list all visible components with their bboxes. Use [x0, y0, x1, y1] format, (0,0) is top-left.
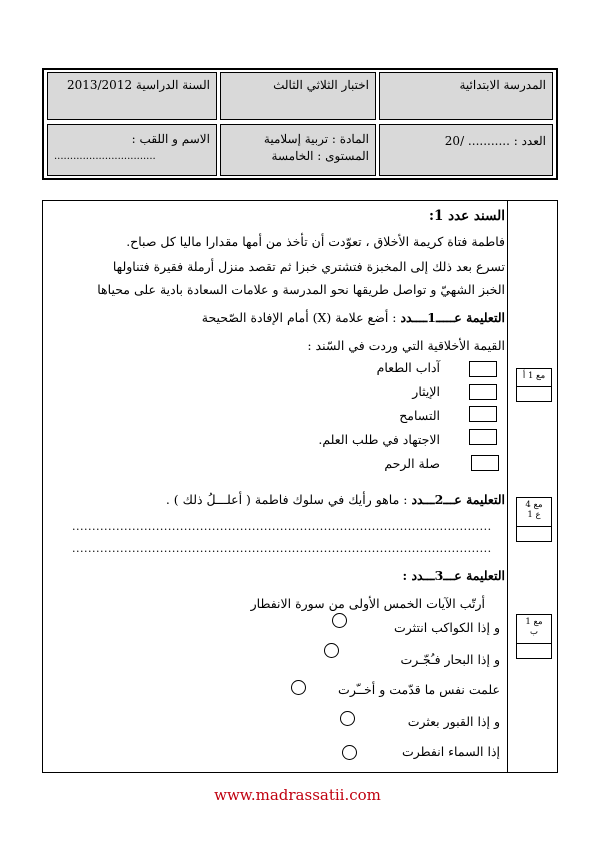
- exam-cell: [220, 72, 376, 120]
- grade-label: العدد : ........... /20: [444, 134, 546, 148]
- q1-score-criterion: مع 1 أ: [522, 371, 546, 381]
- year-cell: [47, 72, 217, 120]
- q3-score-box: [516, 614, 552, 659]
- q1-instruction: : أضع علامة (X) أمام الإفادة الصّحيحة: [201, 310, 397, 325]
- q3-verse-1: و إذا الكواكب انتثرت: [394, 620, 500, 635]
- q3-order-circle-5[interactable]: [342, 745, 357, 760]
- q2-instruction: : ماهو رأيك في سلوك فاطمة ( أعلـــلُ ذلك ) .: [165, 492, 408, 507]
- school-name: المدرسة الابتدائية: [459, 78, 546, 92]
- score-column-divider: [507, 200, 508, 773]
- q2-score-box: [516, 497, 552, 542]
- q1-checkbox-1[interactable]: [469, 361, 497, 377]
- q2-score-criterion: مع 4: [525, 500, 543, 510]
- q3-verse-2: و إذا البحار فـُجّـرت: [400, 652, 500, 667]
- q1-checkbox-4[interactable]: [469, 429, 497, 445]
- q2-title: التعليمة عـــ2ـــدد: [411, 492, 505, 507]
- sanad-title: السند عدد 1:: [428, 208, 505, 224]
- q3-order-circle-1[interactable]: [332, 613, 347, 628]
- q1-prompt: القيمة الأخلاقية التي وردت في السّند :: [307, 338, 505, 353]
- q1-option-4: الاجتهاد في طلب العلم.: [318, 432, 440, 447]
- q2-answer-line-1[interactable]: .........................................................................................................: [72, 520, 492, 533]
- level-label: المستوى : الخامسة: [271, 149, 369, 163]
- subject-label: المادة : تربية إسلامية: [263, 132, 369, 146]
- q1-checkbox-5[interactable]: [471, 455, 499, 471]
- footer-url[interactable]: www.madrassatii.com: [214, 786, 381, 804]
- q3-order-circle-4[interactable]: [340, 711, 355, 726]
- sanad-line-2: تسرع بعد ذلك إلى المخبزة فتشتري خبزا ثم تقصد منزل أرملة فقيرة فتناولها: [112, 259, 505, 274]
- name-dots[interactable]: ................................: [54, 151, 156, 162]
- school-year: السنة الدراسية 2013/2012: [66, 78, 210, 92]
- q3-title: التعليمة عـــ3ـــدد :: [402, 568, 505, 583]
- name-cell: [47, 124, 217, 176]
- q3-prompt: أرتّب الآيات الخمس الأولى من سورة الانفطار: [250, 596, 485, 611]
- q2-score-blank[interactable]: [517, 526, 551, 541]
- sanad-line-1: فاطمة فتاة كريمة الأخلاق ، تعوّدت أن تأخذ من أمها مقدارا ماليا كل صباح.: [126, 234, 505, 249]
- q1-option-1: آداب الطعام: [376, 360, 440, 375]
- name-label: الاسم و اللقب :: [131, 132, 210, 146]
- q1-heading: [202, 310, 505, 326]
- q3-score-criterion: مع 1: [525, 617, 543, 627]
- q2-answer-line-2[interactable]: .........................................................................................................: [72, 542, 492, 555]
- exam-title: اختبار الثلاثي الثالث: [273, 78, 369, 92]
- q3-order-circle-3[interactable]: [291, 680, 306, 695]
- q1-score-blank[interactable]: [517, 386, 551, 401]
- q3-verse-4: و إذا القبور بعثرت: [407, 714, 500, 729]
- subject-cell: [220, 124, 376, 176]
- q3-verse-3: علمت نفس ما قدّمت و أخــّرت: [338, 682, 500, 697]
- q1-option-2: الإيثار: [412, 384, 440, 399]
- q1-checkbox-3[interactable]: [469, 406, 497, 422]
- q2-heading: [166, 492, 505, 508]
- grade-cell: [379, 124, 553, 176]
- q3-score-sub: ب: [529, 627, 538, 637]
- q1-checkbox-2[interactable]: [469, 384, 497, 400]
- sanad-line-3: الخبز الشهيّ و تواصل طريقها نحو المدرسة و علامات السعادة بادية على محياها: [97, 282, 505, 297]
- q3-score-blank[interactable]: [517, 643, 551, 658]
- q1-option-5: صلة الرحم: [384, 456, 440, 471]
- q1-score-box: [516, 368, 552, 402]
- q2-score-sub: ع 1: [527, 510, 541, 520]
- school-cell: [379, 72, 553, 120]
- q1-title: التعليمة عـــــ1ــــدد: [400, 310, 505, 325]
- q3-order-circle-2[interactable]: [324, 643, 339, 658]
- q1-option-3: التسامح: [399, 408, 440, 423]
- q3-verse-5: إذا السماء انفطرت: [402, 744, 500, 759]
